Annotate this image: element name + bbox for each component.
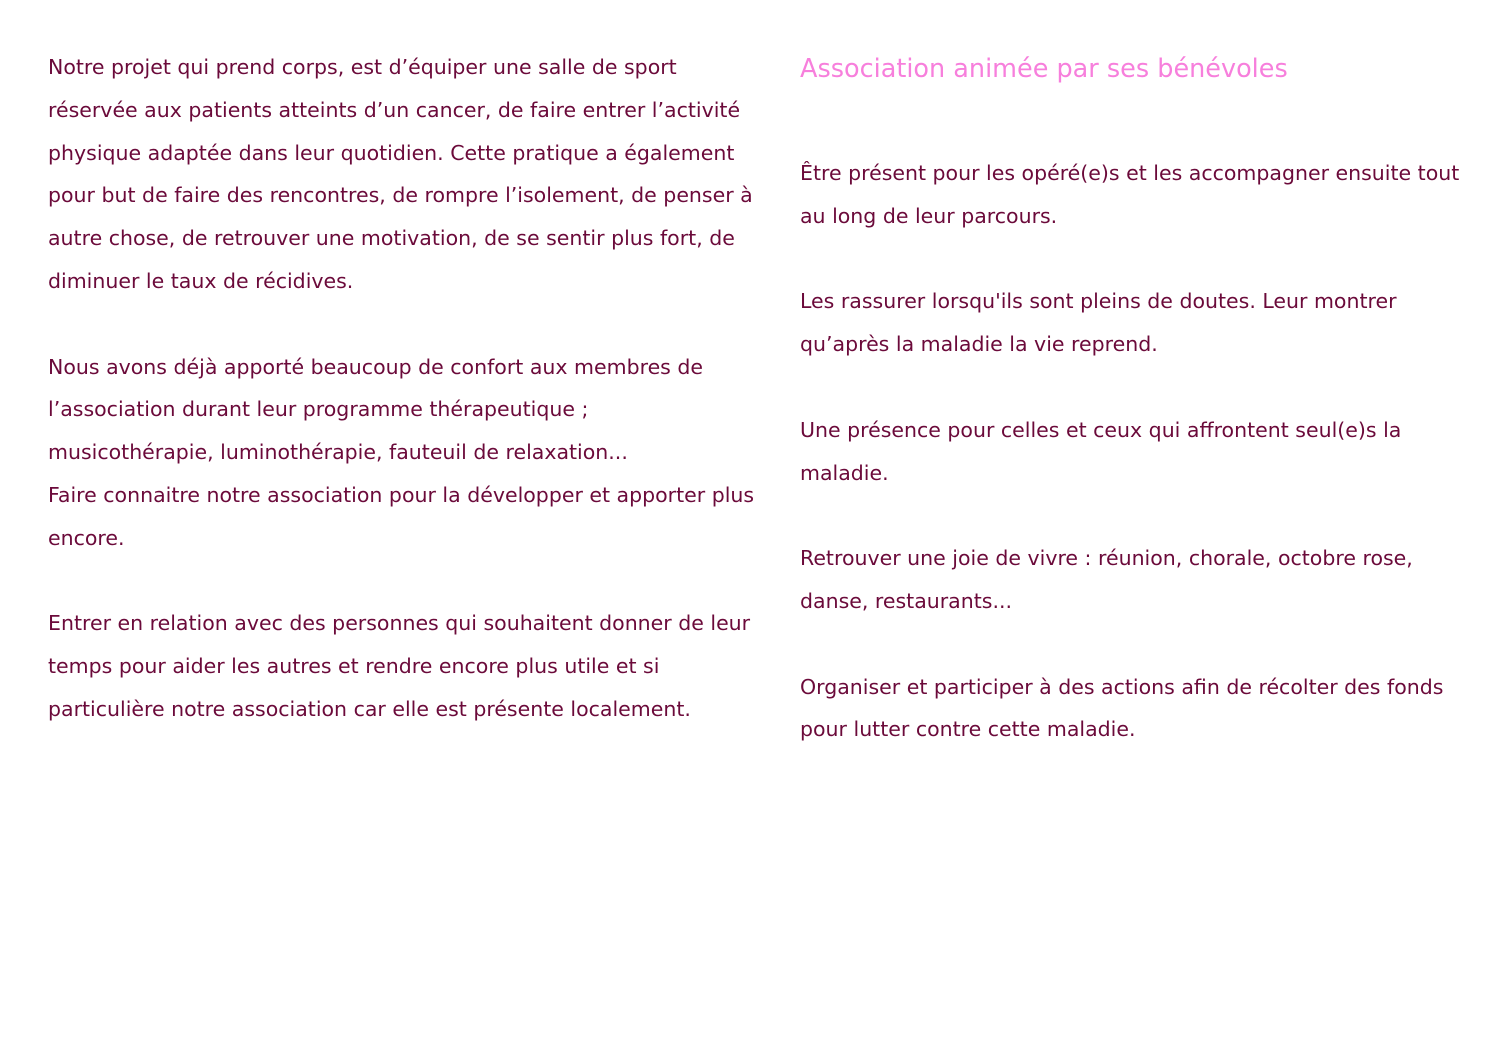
spacer bbox=[800, 623, 1460, 666]
spacer bbox=[800, 494, 1460, 537]
spacer bbox=[800, 92, 1460, 152]
spacer bbox=[800, 238, 1460, 281]
spacer bbox=[48, 560, 760, 603]
comfort-paragraph: Nous avons déjà apporté beaucoup de confort aux membres de l’association durant leur programme thérapeutique ; musicothérapie, luminothérapie, fauteuil de relaxation... bbox=[48, 354, 703, 465]
spacer bbox=[800, 366, 1460, 409]
fundraising-paragraph: Organiser et participer à des actions afin de récolter des fonds pour lutter contre cette maladie. bbox=[800, 674, 1444, 742]
awareness-paragraph: Faire connaitre notre association pour la développer et apporter plus encore. bbox=[48, 482, 755, 550]
left-column bbox=[48, 46, 760, 731]
reassure-paragraph: Les rassurer lorsqu'ils sont pleins de doutes. Leur montrer qu’après la maladie la vie reprend. bbox=[800, 289, 1397, 357]
presence-paragraph: Être présent pour les opéré(e)s et les accompagner ensuite tout au long de leur parcours. bbox=[800, 161, 1460, 228]
section-heading: Association animée par ses bénévoles bbox=[800, 54, 1288, 84]
volunteer-paragraph: Entrer en relation avec des personnes qui souhaitent donner de leur temps pour aider les autres et rendre encore plus utile et si particulière notre association car elle est présente localement. bbox=[48, 611, 751, 721]
right-column bbox=[800, 46, 1460, 751]
support-paragraph: Une présence pour celles et ceux qui affrontent seul(e)s la maladie. bbox=[800, 417, 1402, 485]
spacer bbox=[48, 303, 760, 346]
project-paragraph: Notre projet qui prend corps, est d’équiper une salle de sport réservée aux patients atteints d’un cancer, de faire entrer l’activité physique adaptée dans leur quotidien. Cette pratique a également pour but de faire des rencontres, de rompre l’isolement, de penser à autre chose, de retrouver une motivation, de se sentir plus fort, de diminuer le taux de récidives. bbox=[48, 55, 753, 293]
joy-paragraph: Retrouver une joie de vivre : réunion, chorale, octobre rose, danse, restaurants... bbox=[800, 546, 1413, 613]
